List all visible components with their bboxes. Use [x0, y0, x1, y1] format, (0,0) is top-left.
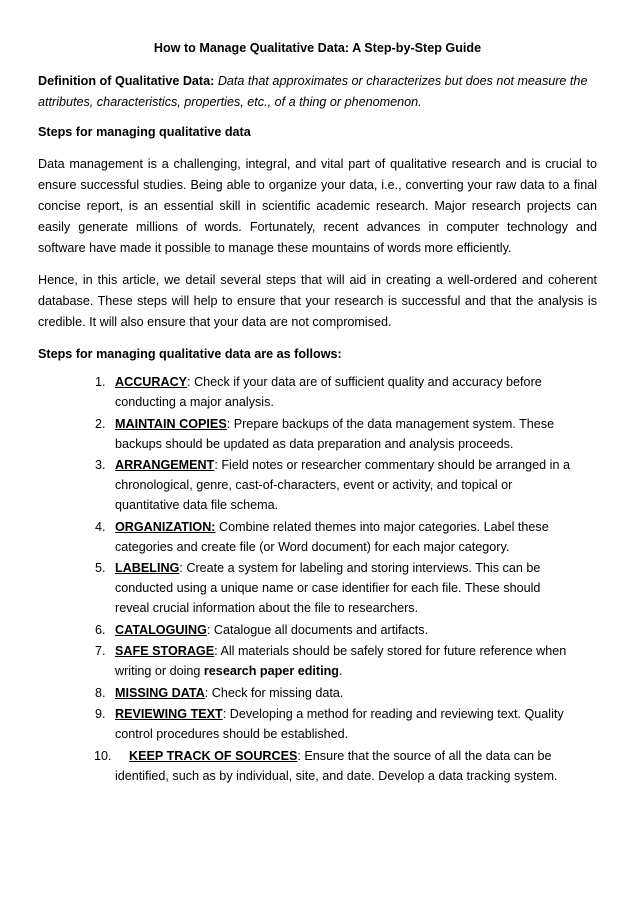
step-text: : Check for missing data. — [204, 685, 344, 700]
step-text: : Catalogue all documents and artifacts. — [206, 622, 429, 637]
step-term: ACCURACY — [115, 375, 188, 389]
step-term: LABELING — [115, 561, 180, 575]
step-text: : Ensure that the source of all the data can be identified, such as by individual, site, and date. Develop a data tracking system. — [115, 748, 558, 783]
list-item — [38, 620, 597, 640]
list-item — [38, 558, 597, 618]
step-term: ORGANIZATION: — [115, 519, 216, 534]
definition-text: Data that approximates or characterizes but does not measure the attributes, characteristics, properties, etc., of a thing or phenomenon. — [38, 74, 588, 109]
step-term: MAINTAIN COPIES — [115, 416, 227, 431]
list-item — [38, 746, 597, 786]
list-number: 6. — [95, 622, 106, 637]
step-text: : Field notes or researcher commentary should be arranged in a chronological, genre, cast-of-characters, event or activity, and topical or quantitative data file schema. — [115, 458, 570, 512]
list-number: 10. — [94, 748, 112, 763]
list-number: 2. — [95, 416, 106, 431]
list-number: 3. — [95, 458, 106, 472]
list-item — [38, 641, 597, 681]
list-number: 4. — [95, 519, 106, 534]
step-tail: . — [339, 664, 343, 678]
document-page — [38, 40, 597, 885]
list-number: 7. — [95, 644, 106, 658]
list-item — [38, 704, 597, 744]
list-item — [38, 517, 597, 557]
list-item — [38, 414, 597, 454]
step-text: : Create a system for labeling and storing interviews. This can be conducted using a unique name or case identifier for each file. These should reveal crucial information about the file to researchers. — [115, 561, 541, 615]
steps-list — [38, 372, 597, 786]
definition-paragraph — [38, 71, 597, 113]
step-text: : Check if your data are of sufficient quality and accuracy before conducting a major analysis. — [115, 375, 542, 409]
step-term: ARRANGEMENT — [115, 458, 215, 472]
step-bold-phrase: research paper editing — [203, 664, 339, 678]
list-number: 8. — [95, 685, 106, 700]
list-item — [38, 455, 597, 515]
list-number: 5. — [95, 561, 106, 575]
body-paragraph-2: Hence, in this article, we detail several steps that will aid in creating a well-ordered and coherent database. These steps will help to ensure that your research is successful and that the analysis is credible. It will also ensure that your data are not compromised. — [38, 273, 597, 329]
body-paragraph-1: Data management is a challenging, integral, and vital part of qualitative research and is crucial to ensure successful studies. Being able to organize your data, i.e., converting your raw data to a final concise report, is an essential skill in scientific academic research. Major research projects can easily generate millions of words. Fortunately, recent advances in computer technology and software have made it possible to manage these mountains of words more efficiently. — [38, 157, 597, 255]
step-text: : Prepare backups of the data management system. These backups should be updated as data preparation and analysis proceeds. — [115, 416, 555, 451]
list-item — [38, 372, 597, 412]
list-number: 9. — [95, 707, 106, 721]
definition-lead: Definition of Qualitative Data: — [38, 74, 215, 88]
step-term: MISSING DATA — [115, 685, 205, 700]
step-term: CATALOGUING — [115, 622, 207, 637]
list-number: 1. — [95, 375, 106, 389]
step-term: KEEP TRACK OF SOURCES — [129, 748, 298, 763]
section-heading-follows: Steps for managing qualitative data are as follows: — [38, 347, 342, 361]
step-term: REVIEWING TEXT — [115, 707, 223, 721]
section-heading-steps: Steps for managing qualitative data — [38, 125, 251, 139]
document-title: How to Manage Qualitative Data: A Step-by-Step Guide — [153, 41, 482, 55]
step-text: : Developing a method for reading and reviewing text. Quality control procedures should be established. — [115, 707, 564, 741]
list-item — [38, 683, 597, 703]
step-text: Combine related themes into major categories. Label these categories and create file (or Word document) for each major category. — [115, 519, 549, 554]
step-text: : All materials should be safely stored for future reference when writing or doing — [115, 644, 567, 678]
step-term: SAFE STORAGE — [115, 644, 215, 658]
